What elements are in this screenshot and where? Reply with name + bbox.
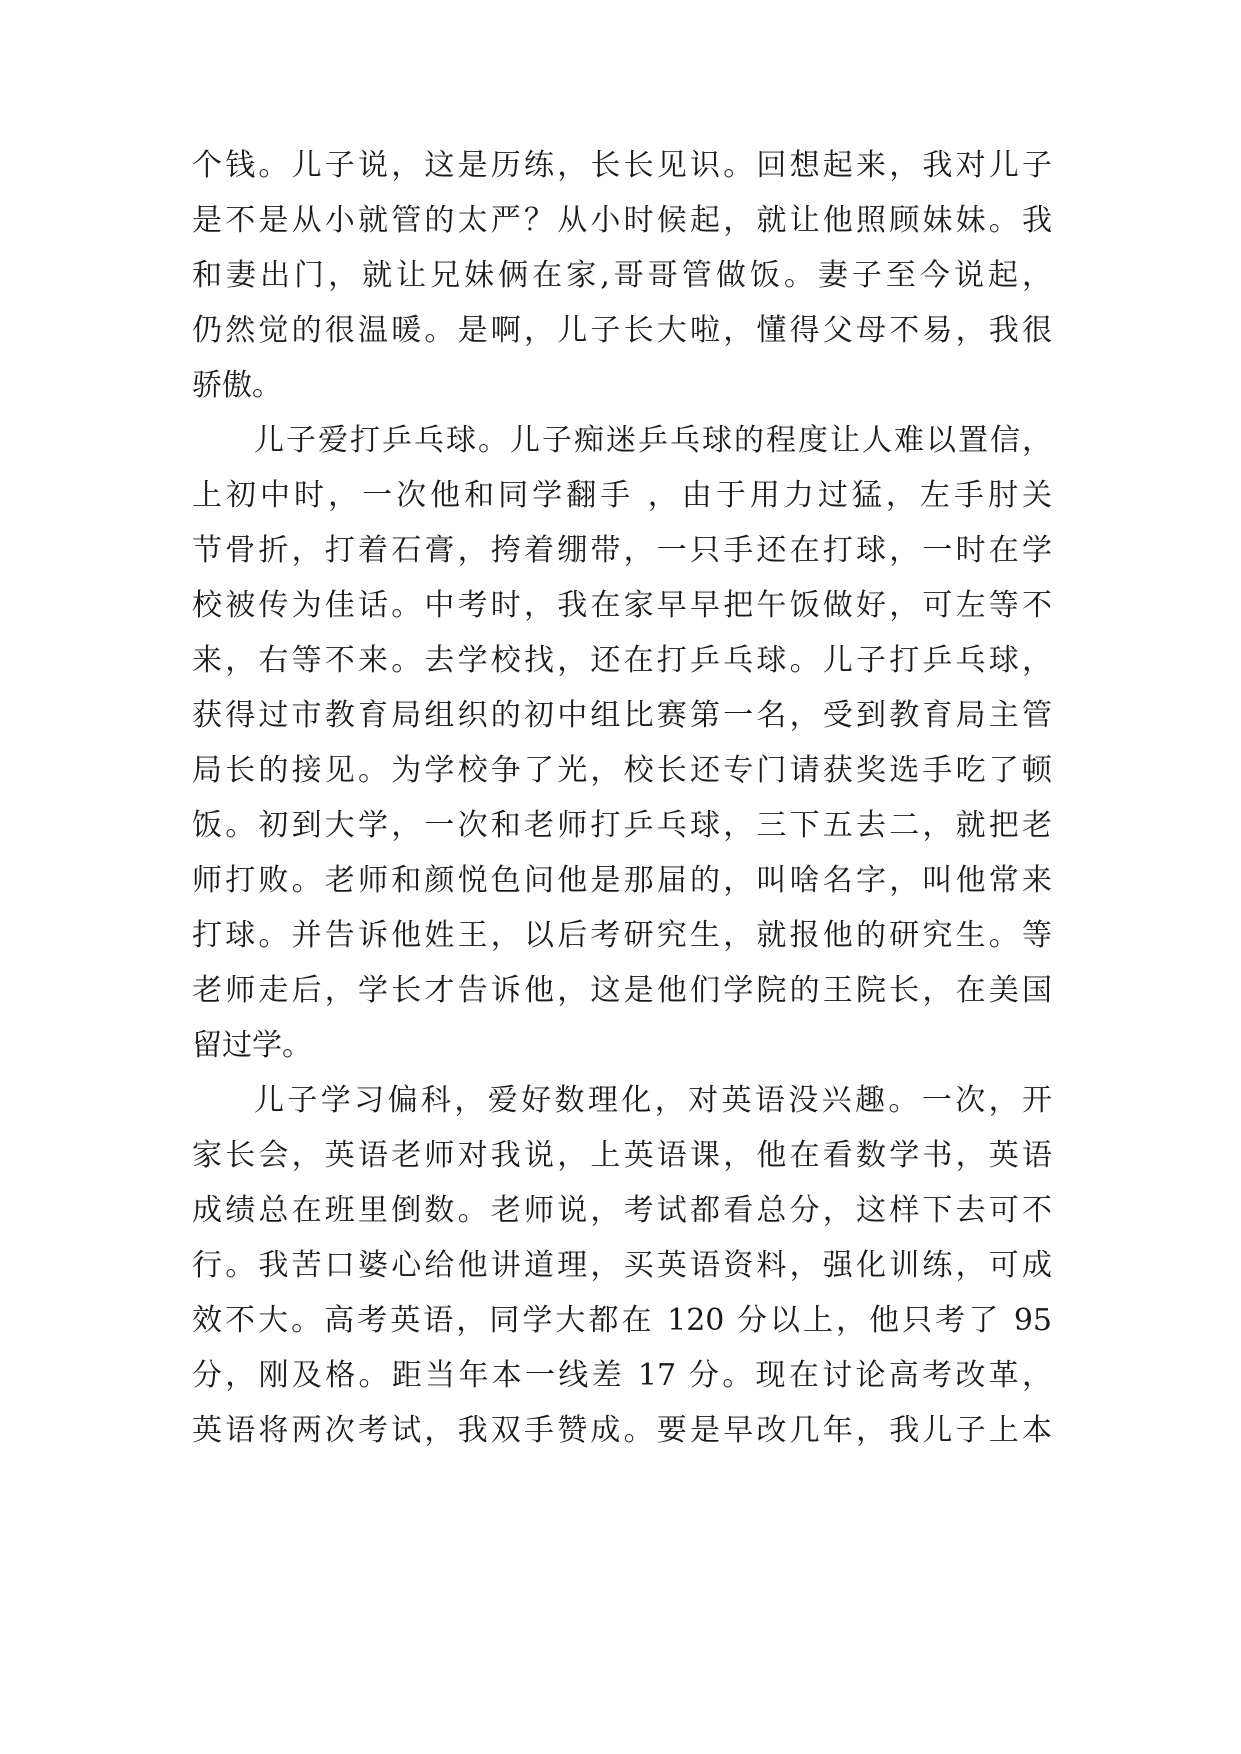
text-line: 打球。并告诉他姓王，以后考研究生，就报他的研究生。等 <box>192 918 1052 953</box>
text-line: 骄傲。 <box>192 368 282 403</box>
text-line: 来，右等不来。去学校找，还在打乒乓球。儿子打乒乓球， <box>192 643 1052 678</box>
text-line: 家长会，英语老师对我说，上英语课，他在看数学书，英语 <box>192 1138 1052 1173</box>
text-line: 获得过市教育局组织的初中组比赛第一名，受到教育局主管 <box>192 698 1052 733</box>
text-line: 成绩总在班里倒数。老师说，考试都看总分，这样下去可不 <box>192 1193 1052 1228</box>
text-line: 局长的接见。为学校争了光，校长还专门请获奖选手吃了顿 <box>192 753 1052 788</box>
text-line: 和妻出门，就让兄妹俩在家,哥哥管做饭。妻子至今说起， <box>192 258 1052 293</box>
text-line: 英语将两次考试，我双手赞成。要是早改几年，我儿子上本 <box>192 1413 1052 1448</box>
text-line: 饭。初到大学，一次和老师打乒乓球，三下五去二，就把老 <box>192 808 1052 843</box>
text-line: 校被传为佳话。中考时，我在家早早把午饭做好，可左等不 <box>192 588 1052 623</box>
text-line: 留过学。 <box>192 1028 312 1063</box>
paragraph-first-line: 儿子爱打乒乓球。儿子痴迷乒乓球的程度让人难以置信， <box>254 423 1052 458</box>
paragraph-first-line: 儿子学习偏科，爱好数理化，对英语没兴趣。一次，开 <box>254 1083 1052 1118</box>
text-line: 仍然觉的很温暖。是啊，儿子长大啦，懂得父母不易，我很 <box>192 313 1052 348</box>
text-line: 行。我苦口婆心给他讲道理，买英语资料，强化训练，可成 <box>192 1248 1052 1283</box>
text-line: 上初中时，一次他和同学翻手 ，由于用力过猛，左手肘关 <box>192 478 1052 513</box>
text-line: 节骨折，打着石膏，挎着绷带，一只手还在打球，一时在学 <box>192 533 1052 568</box>
text-line: 老师走后，学长才告诉他，这是他们学院的王院长，在美国 <box>192 973 1052 1008</box>
text-line: 分，刚及格。距当年本一线差 17 分。现在讨论高考改革， <box>192 1358 1052 1393</box>
text-line: 师打败。老师和颜悦色问他是那届的，叫啥名字，叫他常来 <box>192 863 1052 898</box>
text-line: 效不大。高考英语，同学大都在 120 分以上，他只考了 95 <box>192 1303 1052 1338</box>
text-line: 个钱。儿子说，这是历练，长长见识。回想起来，我对儿子 <box>192 148 1052 183</box>
text-line: 是不是从小就管的太严？从小时候起，就让他照顾妹妹。我 <box>192 203 1052 238</box>
